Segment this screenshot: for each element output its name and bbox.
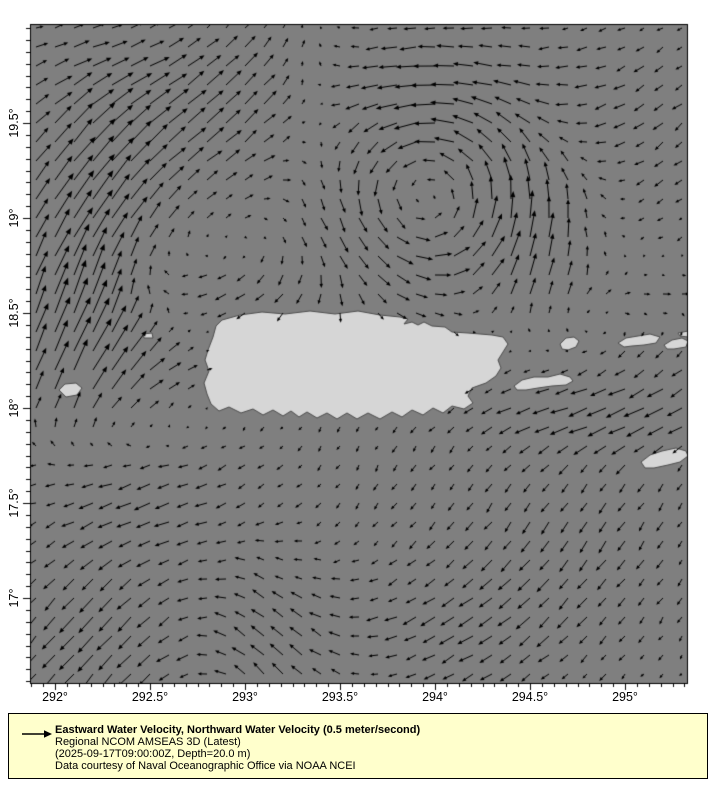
legend-reference-arrow-icon <box>21 729 53 739</box>
x-axis-tick-label: 294° <box>422 690 448 704</box>
legend-title: Eastward Water Velocity, Northward Water Velocity (0.5 meter/second) <box>55 724 421 736</box>
legend-courtesy: Data courtesy of Naval Oceanographic Office via NOAA NCEI <box>55 760 356 772</box>
y-axis-tick-label: 19.5° <box>7 108 21 138</box>
y-axis-tick-label: 19° <box>7 208 21 228</box>
y-axis-tick-label: 18° <box>7 398 21 418</box>
y-axis-tick-label: 17° <box>7 588 21 608</box>
x-axis-tick-label: 292.5° <box>131 690 169 704</box>
x-axis-tick-label: 295° <box>612 690 638 704</box>
x-axis-tick-label: 293.5° <box>321 690 359 704</box>
legend-time-depth: (2025-09-17T09:00:00Z, Depth=20.0 m) <box>55 748 251 760</box>
x-axis-tick-label: 293° <box>232 690 258 704</box>
legend-box <box>8 713 708 779</box>
y-axis-tick-label: 18.5° <box>7 298 21 328</box>
x-axis-tick-label: 292° <box>42 690 68 704</box>
x-axis-tick-label: 294.5° <box>511 690 549 704</box>
legend-dataset: Regional NCOM AMSEAS 3D (Latest) <box>55 736 241 748</box>
y-axis-tick-label: 17.5° <box>7 488 21 518</box>
